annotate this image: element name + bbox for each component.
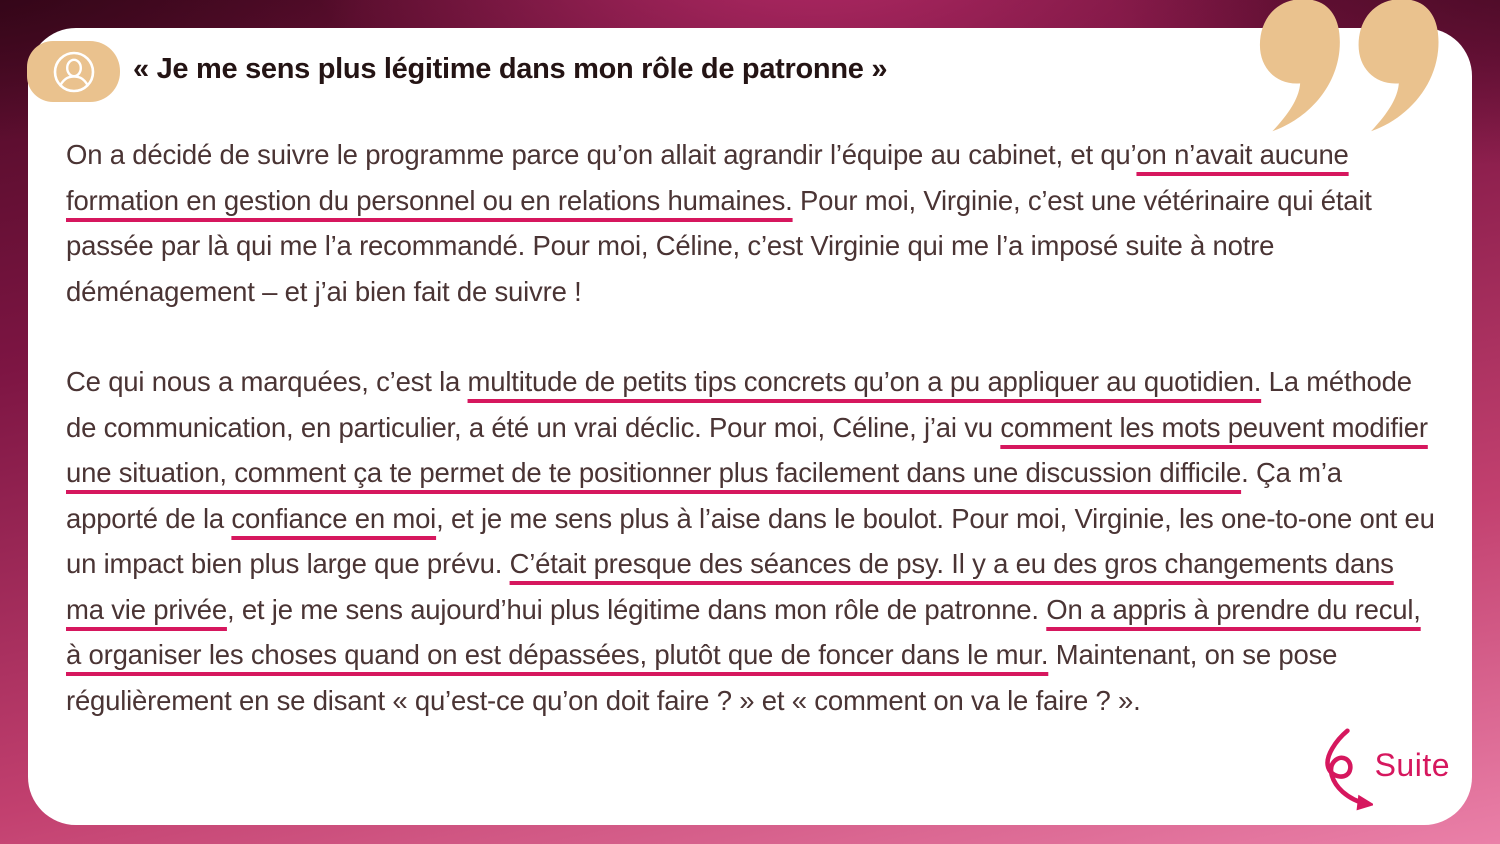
body-text-segment: . Ça m’a apporté de la xyxy=(66,457,1342,534)
avatar xyxy=(27,41,120,102)
page-title: « Je me sens plus légitime dans mon rôle de patronne » xyxy=(133,53,888,85)
testimonial-paragraph xyxy=(66,359,1438,723)
testimonial-paragraph xyxy=(66,132,1438,314)
highlighted-text: confiance en moi xyxy=(231,502,437,534)
body-text-segment: , et je me sens plus à l’aise dans le boulot. Pour moi, Virginie, les one-to-one ont eu un impact bien plus large que prévu. xyxy=(66,502,1435,579)
highlighted-text: on n’avait aucune formation en gestion du personnel ou en relations humaines. xyxy=(66,139,1349,216)
testimonial-body xyxy=(66,132,1438,723)
highlighted-text: multitude de petits tips concrets qu’on a pu appliquer au quotidien. xyxy=(467,366,1262,397)
body-text-segment: Ce qui nous a marquées, c’est la xyxy=(66,366,468,397)
body-text-segment: , et je me sens aujourd’hui plus légitime dans mon rôle de patronne. xyxy=(226,593,1047,625)
curly-arrow-icon xyxy=(1309,723,1373,819)
body-text-segment: Maintenant, on se pose régulièrement en se disant « qu’est-ce qu’on doit faire ? » et « comment on va le faire ? ». xyxy=(66,639,1338,716)
body-text-segment: Pour moi, Virginie, c’est une vétérinaire qui était passée par là qui me l’a recommandé. Pour moi, Céline, c’est Virginie qui me l’a imposé suite à notre déménagement – et j’ai bien fait de suivre ! xyxy=(66,184,1372,307)
body-text-segment: La méthode de communication, en particulier, a été un vrai déclic. Pour moi, Céline, j’ai vu xyxy=(66,366,1412,443)
testimonial-card xyxy=(28,28,1472,825)
next-button-label: Suite xyxy=(1374,747,1450,783)
body-text-segment: On a décidé de suivre le programme parce qu’on allait agrandir l’équipe au cabinet, et qu’ xyxy=(66,139,1137,170)
next-button[interactable] xyxy=(1309,723,1456,819)
highlighted-text: C’était presque des séances de psy. Il y a eu des gros changements dans ma vie privée xyxy=(66,548,1394,625)
highlighted-text: On a appris à prendre du recul, à organiser les choses quand on est dépassées, plutôt que de foncer dans le mur. xyxy=(66,593,1421,670)
highlighted-text: comment les mots peuvent modifier une situation, comment ça te permet de te positionner plus facilement dans une discussion difficile xyxy=(66,411,1428,488)
user-icon xyxy=(52,50,96,94)
